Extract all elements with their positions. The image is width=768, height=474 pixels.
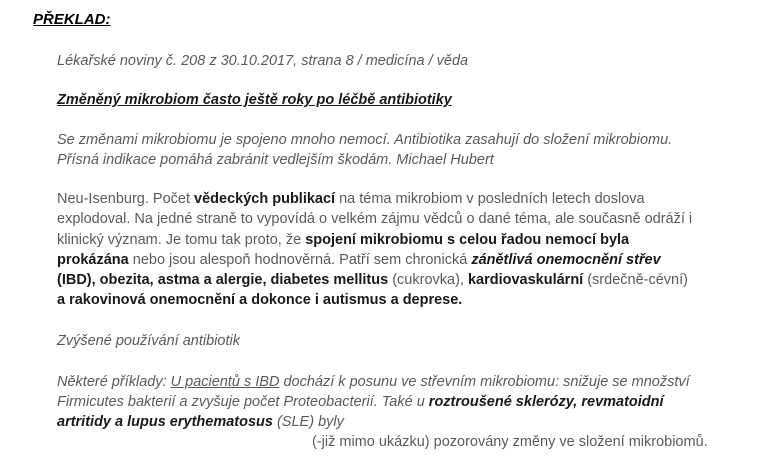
body-paragraph-line [57,392,664,412]
body-paragraph-line [57,270,688,290]
emphasis: roztroušené sklerózy, revmatoidní [428,394,664,410]
text: (SLE) byly [272,414,344,430]
body-paragraph-line [57,250,661,270]
emphasis: spojení mikrobiomu s celou řadou nemocí byla [305,232,630,248]
body-paragraph-line: explodoval. Na jedné straně to vypovídá o velkém zájmu vědců o dané téma, ale současně odráží i [57,211,693,227]
body-paragraph-line [57,412,344,432]
lead-paragraph-line: Přísná indikace pomáhá zabránit vedlejším škodám. Michael Hubert [57,152,494,168]
underlined-text: U pacientů s IBD [170,374,280,390]
article-title: Změněný mikrobiom často ještě roky po léčbě antibiotiky [57,92,452,108]
text: (srdečně-cévní) [583,272,688,288]
emphasis: prokázána [57,252,129,268]
body-paragraph-line [57,189,645,209]
source-line: Lékařské noviny č. 208 z 30.10.2017, strana 8 / medicína / věda [57,53,469,69]
text: na téma mikrobiom v posledních letech doslova [335,191,645,207]
emphasis: vědeckých publikací [194,191,336,207]
text: klinický význam. Je tomu tak proto, že [57,232,306,248]
emphasis: (IBD), obezita, astma a alergie, diabetes mellitus [57,272,389,288]
body-paragraph-line: (-již mimo ukázku) pozorovány změny ve složení mikrobiomů. [312,434,708,450]
section-subheading: Zvýšené používání antibiotik [57,333,240,349]
body-paragraph-line: a rakovinová onemocnění a dokonce i autismus a deprese. [57,292,463,308]
emphasis: artritidy a lupus erythematosus [57,414,273,430]
text: Neu-Isenburg. Počet [57,191,195,207]
translation-heading: PŘEKLAD: [33,11,111,28]
body-paragraph-line [57,372,690,392]
body-paragraph-line [57,230,629,250]
lead-paragraph-line: Se změnami mikrobiomu je spojeno mnoho nemocí. Antibiotika zasahují do složení mikrobiomu. [57,132,673,148]
text: dochází k posunu ve střevním mikrobiomu: snižuje se množství [279,374,690,390]
emphasis: zánětlivá onemocnění střev [471,252,661,268]
text: (cukrovka), [388,272,468,288]
emphasis: kardiovaskulární [467,272,584,288]
text: Firmicutes bakterií a zvyšuje počet Proteobacterií. Také u [57,394,429,410]
text: nebo jsou alespoň hodnověrná. Patří sem chronická [128,252,472,268]
text: Některé příklady: [57,374,171,390]
